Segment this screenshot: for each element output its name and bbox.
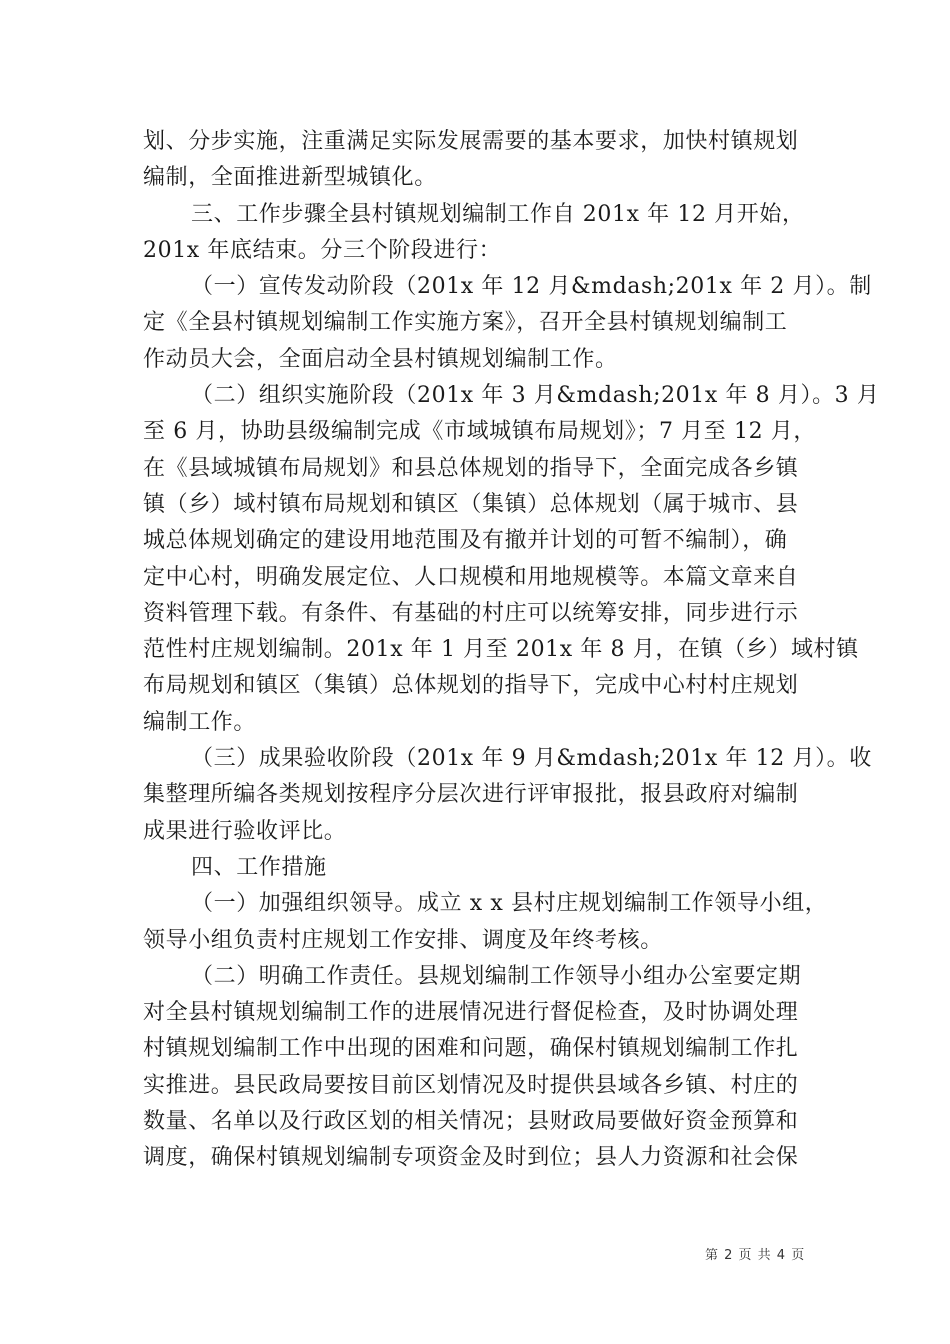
document-body <box>143 124 880 1177</box>
text-line: 编制，全面推进新型城镇化。 <box>143 165 437 191</box>
text-line: 划、分步实施，注重满足实际发展需要的基本要求，加快村镇规划 <box>143 129 799 154</box>
text-line: 在《县域城镇布局规划》和县总体规划的指导下，全面完成各乡镇 <box>143 455 799 481</box>
text-line: 调度，确保村镇规划编制专项资金及时到位；县人力资源和社会保 <box>143 1145 799 1171</box>
text-line: 至 6 月，协助县级编制完成《市域城镇布局规划》；7 月至 12 月， <box>143 419 816 445</box>
text-line: 布局规划和镇区（集镇）总体规划的指导下，完成中心村村庄规划 <box>143 673 799 699</box>
text-line: 城总体规划确定的建设用地范围及有撤并计划的可暂不编制），确 <box>143 528 788 554</box>
stage-one-heading: （一）宣传发动阶段（201x 年 12 月&mdash;201x 年 2 月）。制 <box>191 274 872 300</box>
stage-three-heading: （三）成果验收阶段（201x 年 9 月&mdash;201x 年 12 月）。收 <box>191 746 872 772</box>
measure-two-heading: （二）明确工作责任。县规划编制工作领导小组办公室要定期 <box>191 963 802 989</box>
text-line: 成果进行验收评比。 <box>143 818 347 844</box>
text-line: 201x 年底结束。分三个阶段进行： <box>143 237 502 263</box>
measure-one-heading: （一）加强组织领导。成立 x x 县村庄规划编制工作领导小组， <box>191 891 828 917</box>
text-line: 范性村庄规划编制。201x 年 1 月至 201x 年 8 月，在镇（乡）域村镇 <box>143 637 859 663</box>
section-heading-measures: 四、工作措施 <box>191 854 327 880</box>
text-line: 对全县村镇规划编制工作的进展情况进行督促检查，及时协调处理 <box>143 1000 799 1026</box>
text-line: 作动员大会，全面启动全县村镇规划编制工作。 <box>143 346 618 372</box>
text-line: 镇（乡）域村镇布局规划和镇区（集镇）总体规划（属于城市、县 <box>143 491 799 517</box>
section-heading-steps: 三、工作步骤全县村镇规划编制工作自 201x 年 12 月开始， <box>191 201 805 227</box>
text-line: 实推进。县民政局要按目前区划情况及时提供县域各乡镇、村庄的 <box>143 1072 799 1098</box>
text-line: 集整理所编各类规划按程序分层次进行评审报批，报县政府对编制 <box>143 782 799 808</box>
text-line: 资料管理下载。有条件、有基础的村庄可以统筹安排，同步进行示 <box>143 600 799 626</box>
text-line: 定中心村，明确发展定位、人口规模和用地规模等。本篇文章来自 <box>143 564 799 590</box>
text-line: 数量、名单以及行政区划的相关情况；县财政局要做好资金预算和 <box>143 1109 799 1135</box>
text-line: 编制工作。 <box>143 709 257 735</box>
page-number-footer: 第 2 页 共 4 页 <box>705 1248 806 1263</box>
text-line: 定《全县村镇规划编制工作实施方案》，召开全县村镇规划编制工 <box>143 310 788 336</box>
text-line: 村镇规划编制工作中出现的困难和问题，确保村镇规划编制工作扎 <box>143 1036 799 1062</box>
text-line: 领导小组负责村庄规划工作安排、调度及年终考核。 <box>143 927 663 953</box>
stage-two-heading: （二）组织实施阶段（201x 年 3 月&mdash;201x 年 8 月）。3 月 <box>191 383 880 409</box>
